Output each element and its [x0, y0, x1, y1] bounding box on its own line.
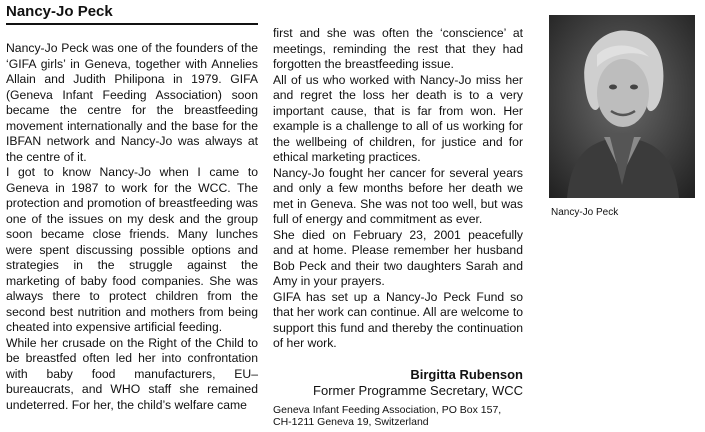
paragraph: first and she was often the ‘conscience’ at meetings, reminding the rest that they had forgotten the breastfeeding issue.	[273, 26, 523, 71]
address-block	[273, 404, 523, 428]
author-name: Birgitta Rubenson	[410, 367, 523, 382]
column-middle	[273, 26, 523, 352]
author-role: Former Programme Secretary, WCC	[313, 383, 523, 398]
paragraph: She died on February 23, 2001 peacefully and at home. Please remember her husband Bob Peck and their two daughters Sarah and Amy in your prayers.	[273, 227, 523, 288]
paragraph: GIFA has set up a Nancy-Jo Peck Fund so that her work can continue. All are welcome to support this fund and thereby the continuation of her work.	[273, 289, 523, 350]
article-title: Nancy-Jo Peck	[6, 3, 113, 20]
address-line: CH-1211 Geneva 19, Switzerland	[273, 416, 429, 428]
title-rule	[6, 23, 258, 25]
paragraph: While her crusade on the Right of the Child to be breastfed often led her into confrontation with baby food manufacturers, EU–bureaucrats, and WHO staff she remained undeterred. For her, the child’s welfare came	[6, 335, 258, 412]
portrait-image	[549, 15, 695, 198]
paragraph: Nancy-Jo Peck was one of the founders of the ‘GIFA girls’ in Geneva, together with Annelies Allain and Judith Philipona in 1979. GIFA (Geneva Infant Feeding Association) soon became the centre for the breastfeeding movement internationally and the base for the IBFAN network and Nancy-Jo was always at the centre of it.	[6, 41, 258, 164]
photo-caption: Nancy-Jo Peck	[551, 207, 619, 218]
portrait-photo	[549, 15, 695, 198]
paragraph: Nancy-Jo fought her cancer for several years and only a few months before her death we met in Geneva. She was not too well, but was full of energy and commitment as ever.	[273, 165, 523, 226]
address-line: Geneva Infant Feeding Association, PO Box 157,	[273, 404, 502, 416]
paragraph: I got to know Nancy-Jo when I came to Geneva in 1987 to work for the WCC. The protection and promotion of breastfeeding was one of the issues on my desk and the group soon became close friends. Many lunches were spent discussing possible options and strategies in the struggle against the marketing of baby food companies. She was always there to protect children from the second best nutrition and mothers from being cheated into expensive artificial feeding.	[6, 165, 258, 334]
column-left	[6, 41, 258, 413]
paragraph: All of us who worked with Nancy-Jo miss her and regret the loss her death is to a very important cause, that is far from won. Her example is a challenge to all of us working for the wellbeing of children, for justice and for ethical marketing practices.	[273, 72, 523, 164]
